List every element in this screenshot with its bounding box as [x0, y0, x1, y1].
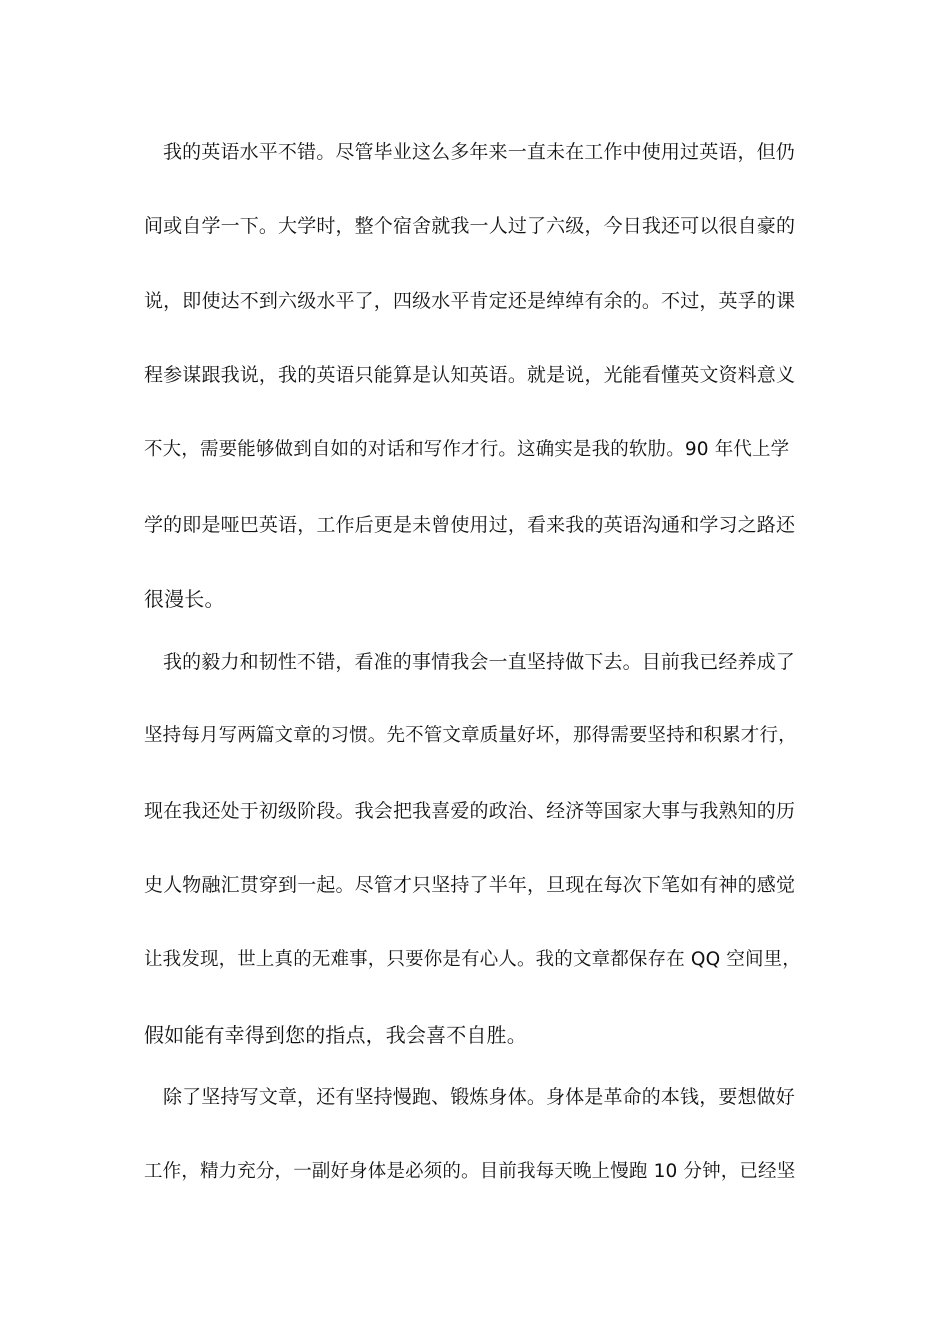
paragraph-1-line-7: 很漫长。	[144, 587, 225, 611]
paragraph-2-line-5: 让我发现，世上真的无难事，只要你是有心人。我的文章都保存在 QQ 空间里，	[144, 949, 801, 970]
paragraph-3-line-1: 除了坚持写文章，还有坚持慢跑、锻炼身体。身体是革命的本钱，要想做好	[163, 1086, 795, 1108]
paragraph-1-line-4: 程参谋跟我说，我的英语只能算是认知英语。就是说，光能看懂英文资料意义	[144, 364, 796, 386]
paragraph-1-line-2: 间或自学一下。大学时，整个宿舍就我一人过了六级，今日我还可以很自豪的	[144, 215, 796, 237]
paragraph-3-line-2: 工作，精力充分，一副好身体是必须的。目前我每天晚上慢跑 10 分钟，已经坚	[144, 1161, 796, 1182]
paragraph-1-line-5: 不大，需要能够做到自如的对话和写作才行。这确实是我的软肋。90 年代上学	[144, 439, 790, 460]
paragraph-1-line-3: 说，即使达不到六级水平了，四级水平肯定还是绰绰有余的。不过，英孚的课	[144, 290, 796, 312]
paragraph-2-line-1: 我的毅力和韧性不错，看准的事情我会一直坚持做下去。目前我已经养成了	[163, 651, 795, 673]
paragraph-2-line-6: 假如能有幸得到您的指点，我会喜不自胜。	[144, 1023, 527, 1047]
paragraph-2-line-2: 坚持每月写两篇文章的习惯。先不管文章质量好坏，那得需要坚持和积累才行，	[144, 725, 797, 746]
paragraph-2-line-3: 现在我还处于初级阶段。我会把我喜爱的政治、经济等国家大事与我熟知的历	[144, 800, 796, 822]
paragraph-1-line-6: 学的即是哑巴英语，工作后更是未曾使用过，看来我的英语沟通和学习之路还	[144, 514, 796, 536]
paragraph-2-line-4: 史人物融汇贯穿到一起。尽管才只坚持了半年，旦现在每次下笔如有神的感觉	[144, 874, 796, 896]
paragraph-1-line-1: 我的英语水平不错。尽管毕业这么多年来一直未在工作中使用过英语，但仍	[163, 141, 795, 163]
